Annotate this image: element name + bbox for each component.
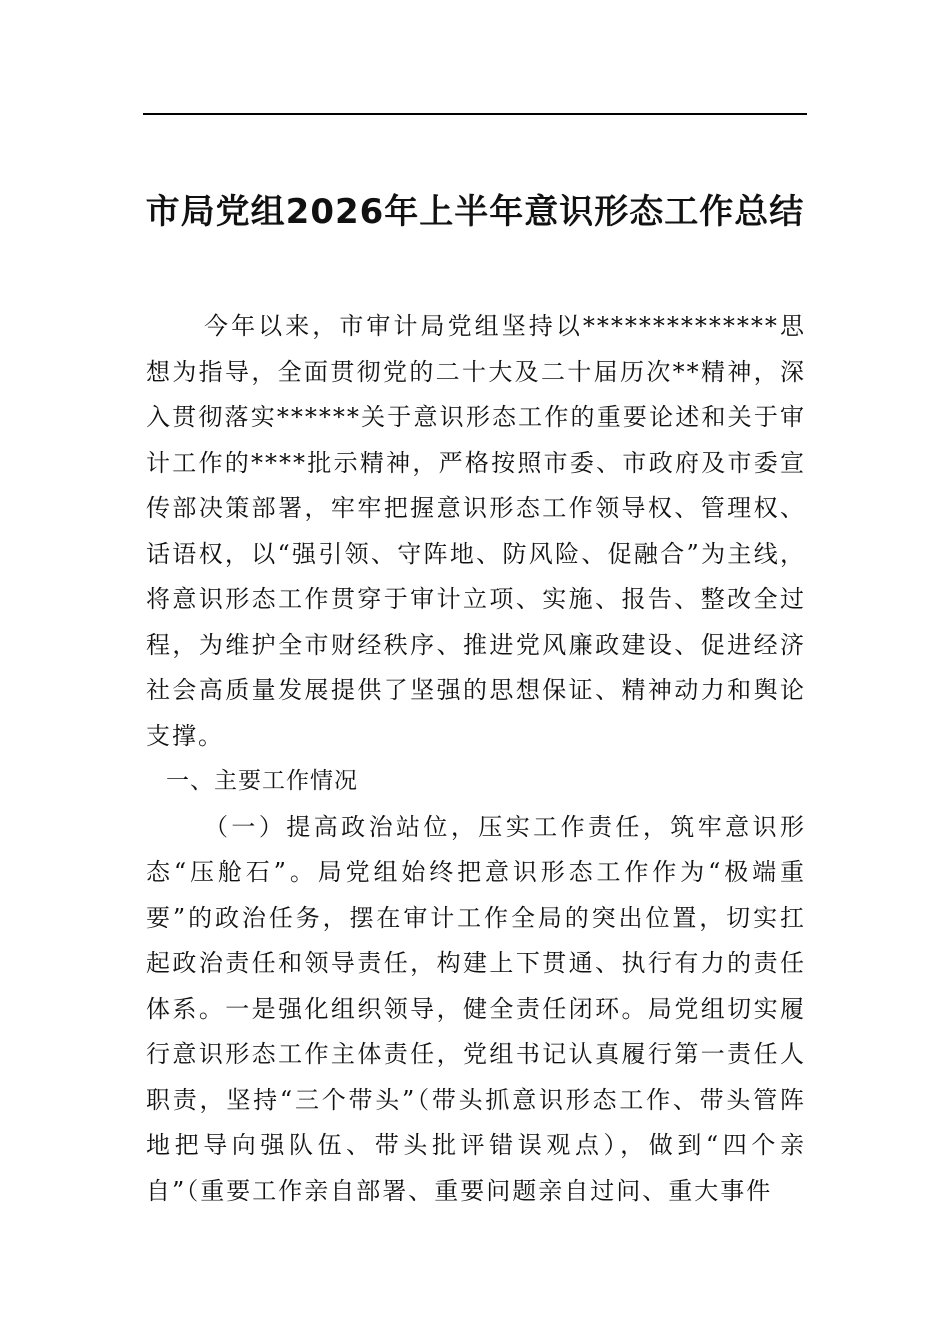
- intro-paragraph: 今年以来，市审计局党组坚持以**************思想为指导，全面贯彻党的二十大及二十届历次**精神，深入贯彻落实******关于意识形态工作的重要论述和关于审计工作的****批示精神，严格按照市委、市政府及市委宣传部决策部署，牢牢把握意识形态工作领导权、管理权、话语权，以“强引领、守阵地、防风险、促融合”为主线，将意识形态工作贯穿于审计立项、实施、报告、整改全过程，为维护全市财经秩序、推进党风廉政建设、促进经济社会高质量发展提供了坚强的思想保证、精神动力和舆论支撑。: [146, 312, 806, 750]
- document-title: 市局党组2026年上半年意识形态工作总结: [145, 192, 805, 232]
- header-rule: [143, 113, 807, 115]
- section-paragraph: （一）提高政治站位，压实工作责任，筑牢意识形态“压舱石”。局党组始终把意识形态工作作为“极端重要”的政治任务，摆在审计工作全局的突出位置，切实扛起政治责任和领导责任，构建上下贯通、执行有力的责任体系。一是强化组织领导，健全责任闭环。局党组切实履行意识形态工作主体责任，党组书记认真履行第一责任人职责，坚持“三个带头”（带头抓意识形态工作、带头管阵地把导向强队伍、带头批评错误观点），做到“四个亲自”（重要工作亲自部署、重要问题亲自过问、重大事件: [146, 812, 806, 1205]
- document-body: [146, 304, 806, 1214]
- section-heading: 一、主要工作情况: [166, 768, 358, 794]
